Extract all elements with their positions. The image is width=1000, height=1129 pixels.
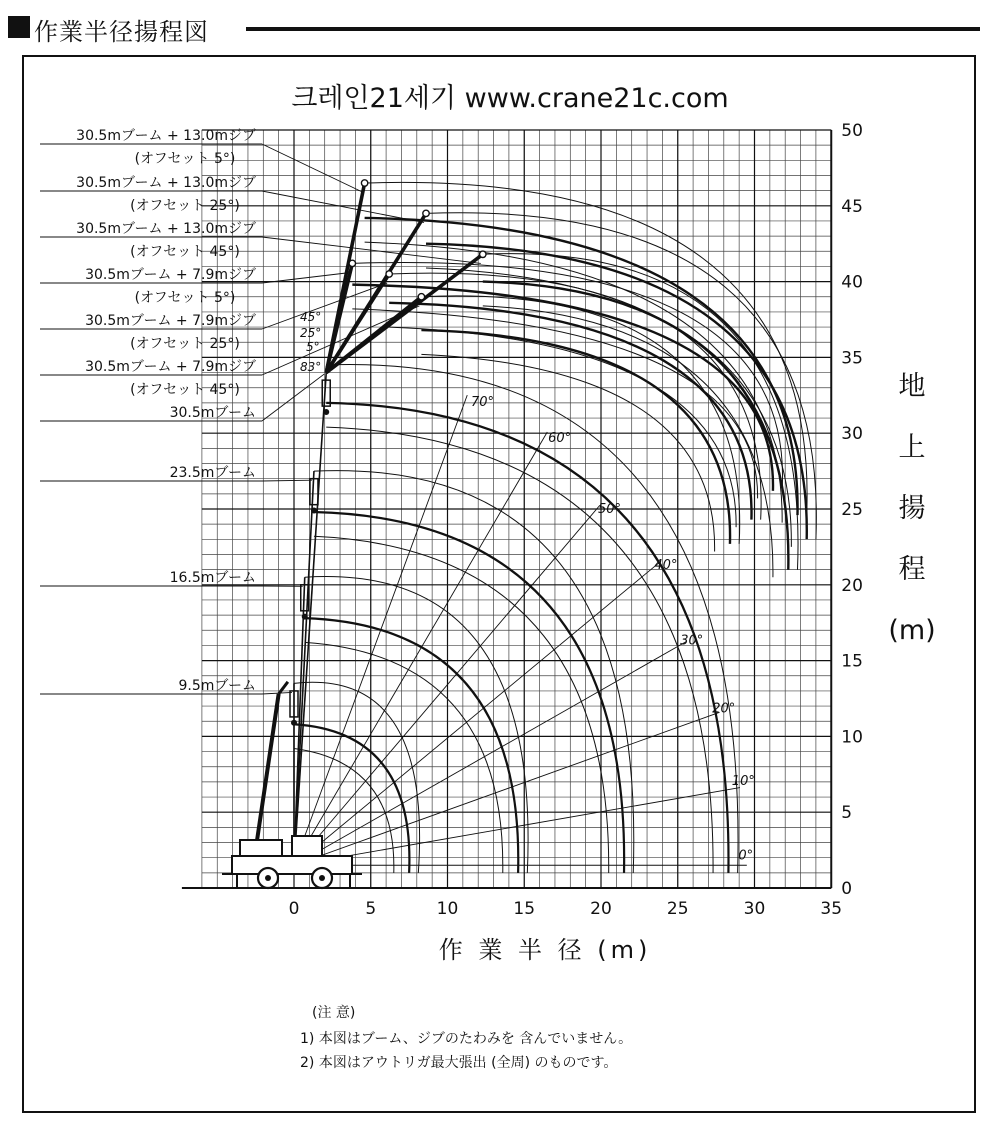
y-axis-label-char: 上 bbox=[898, 432, 926, 463]
series-sublabel: (オフセット 25°) bbox=[130, 198, 240, 214]
series-label: 30.5mブーム bbox=[169, 405, 256, 421]
y-tick-label: 25 bbox=[841, 500, 863, 520]
y-tick-label: 5 bbox=[841, 803, 853, 824]
series-label: 30.5mブーム + 13.0mジブ bbox=[76, 128, 256, 144]
y-tick-label: 40 bbox=[841, 272, 863, 293]
series-sublabel: (オフセット 5°) bbox=[134, 290, 236, 306]
jib-head-sheave bbox=[418, 294, 424, 300]
series-label: 9.5mブーム bbox=[178, 678, 256, 694]
y-tick-label: 20 bbox=[841, 575, 863, 596]
boom-angle-label: 60° bbox=[548, 430, 572, 446]
series-label: 16.5mブーム bbox=[169, 570, 256, 586]
load-curve-main bbox=[305, 618, 519, 873]
load-curve-outer bbox=[326, 365, 738, 873]
series-sublabel: (オフセット 25°) bbox=[130, 336, 240, 352]
crane-wheel-hub bbox=[319, 875, 325, 881]
load-curve-inner bbox=[314, 536, 609, 873]
hook-icon bbox=[311, 508, 317, 514]
series-sublabel: (オフセット 5°) bbox=[134, 151, 236, 167]
notes-title: (注 意) bbox=[312, 1005, 356, 1021]
x-tick-label: 5 bbox=[365, 899, 377, 919]
boom-angle-label-83: 83° bbox=[300, 360, 322, 374]
load-curve-outer bbox=[389, 273, 761, 519]
hook-icon bbox=[323, 409, 329, 415]
boom-angle-label: 20° bbox=[712, 701, 736, 717]
boom-angle-label: 70° bbox=[470, 395, 494, 411]
x-tick-label: 10 bbox=[436, 899, 459, 919]
crane-wheel-hub bbox=[265, 875, 271, 881]
page-title: 作業半径揚程図 bbox=[34, 18, 209, 46]
series-sublabel: (オフセット 45°) bbox=[130, 382, 240, 398]
boom-angle-ray bbox=[294, 432, 547, 865]
series-leader-line bbox=[262, 374, 324, 421]
series-label: 30.5mブーム + 13.0mジブ bbox=[76, 175, 256, 191]
y-tick-label: 10 bbox=[841, 727, 863, 748]
boom-angle-ray bbox=[294, 642, 686, 866]
boom-angle-label: 50° bbox=[598, 502, 622, 518]
load-curve-main bbox=[421, 330, 730, 544]
x-axis-label: 作 業 半 径 (m) bbox=[438, 936, 652, 964]
y-axis-label-char: 地 bbox=[898, 371, 926, 402]
series-leader-line bbox=[262, 144, 363, 192]
boom-angle-label: 10° bbox=[731, 773, 755, 789]
x-tick-label: 15 bbox=[513, 899, 536, 919]
load-curve-inner bbox=[421, 354, 714, 551]
boom-angle-label: 30° bbox=[680, 633, 704, 649]
y-axis-label-char: 揚 bbox=[898, 493, 926, 524]
series-label: 30.5mブーム + 7.9mジブ bbox=[85, 267, 256, 283]
boom-angle-label: 0° bbox=[738, 848, 754, 864]
hook-icon bbox=[302, 614, 308, 620]
jib-offset-label: 5° bbox=[306, 340, 320, 354]
crane-cab bbox=[240, 840, 282, 856]
hook-icon bbox=[291, 720, 297, 726]
series-leader-line bbox=[262, 480, 312, 481]
series-label: 30.5mブーム + 7.9mジブ bbox=[85, 313, 256, 329]
x-tick-label: 35 bbox=[820, 899, 843, 919]
crane-carrier-body bbox=[232, 856, 352, 874]
jib-head-sheave bbox=[386, 271, 392, 277]
series-label: 23.5mブーム bbox=[169, 465, 256, 481]
y-tick-label: 35 bbox=[841, 348, 863, 369]
y-tick-label: 30 bbox=[841, 424, 863, 445]
series-sublabel: (オフセット 45°) bbox=[130, 244, 240, 260]
jib-head-sheave bbox=[361, 180, 367, 186]
crane-boom-tip bbox=[279, 682, 288, 694]
jib-offset-label: 25° bbox=[300, 326, 322, 340]
x-tick-label: 0 bbox=[288, 899, 300, 919]
crane-superstructure bbox=[292, 836, 322, 856]
series-label: 30.5mブーム + 13.0mジブ bbox=[76, 221, 256, 237]
jib-offset-label: 45° bbox=[300, 310, 322, 324]
note-1: 1) 本図はブーム、ジブのたわみを 含んでいません。 bbox=[300, 1031, 633, 1047]
jib-head-sheave bbox=[423, 210, 429, 216]
y-axis-label-char: (m) bbox=[888, 615, 936, 646]
load-curve-outer bbox=[483, 254, 798, 570]
y-tick-label: 15 bbox=[841, 651, 863, 672]
y-tick-label: 45 bbox=[841, 196, 863, 217]
jib-head-sheave bbox=[349, 260, 355, 266]
y-tick-label: 0 bbox=[841, 879, 853, 899]
x-tick-label: 25 bbox=[666, 899, 689, 919]
boom-angle-ray bbox=[294, 563, 659, 865]
note-2: 2) 本図はアウトリガ最大張出 (全周) のものです。 bbox=[300, 1055, 618, 1071]
y-tick-label: 50 bbox=[841, 121, 863, 141]
boom-line bbox=[294, 471, 314, 865]
jib-head-sheave bbox=[480, 251, 486, 257]
boom-angle-label: 40° bbox=[654, 557, 678, 573]
series-leader-line bbox=[262, 191, 424, 222]
y-axis-label-char: 程 bbox=[898, 554, 926, 585]
x-tick-label: 30 bbox=[743, 899, 766, 919]
series-label: 30.5mブーム + 7.9mジブ bbox=[85, 359, 256, 375]
x-tick-label: 20 bbox=[590, 899, 612, 919]
chart-title: 크레인21세기 www.crane21c.com bbox=[291, 83, 729, 114]
